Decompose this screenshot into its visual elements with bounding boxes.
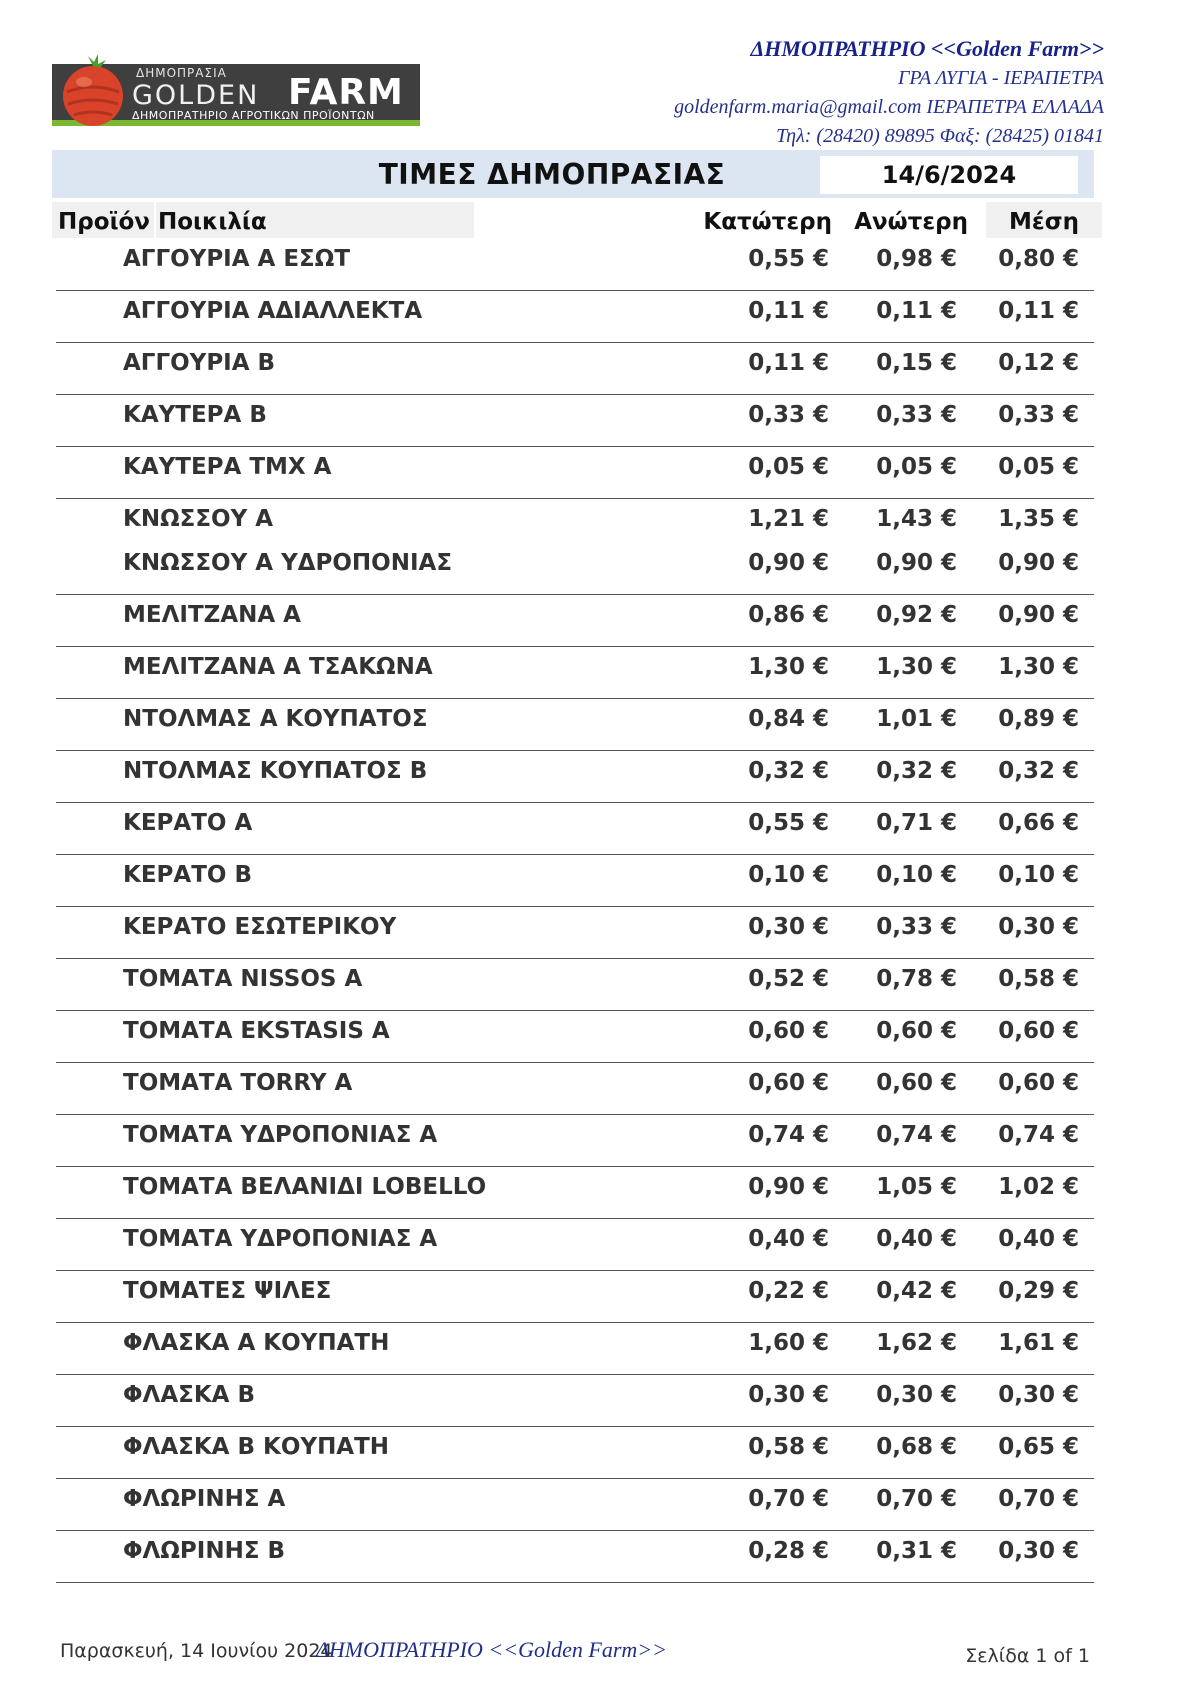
table-row <box>56 959 1094 1011</box>
price-avg: 0,40 € <box>998 1226 1079 1252</box>
product-name: ΤΟΜΑΤΑ ΥΔΡΟΠΟΝΙΑΣ Α <box>123 1226 438 1252</box>
page-number: Σελίδα 1 of 1 <box>965 1645 1090 1667</box>
table-row <box>56 447 1094 499</box>
table-row <box>56 1167 1094 1219</box>
product-name: ΤΟΜΑΤΑ ΒΕΛΑΝΙΔΙ LOBELLO <box>123 1174 487 1200</box>
product-name: ΦΛΩΡΙΝΗΣ Α <box>123 1486 286 1512</box>
price-avg: 0,58 € <box>998 966 1079 992</box>
price-max: 1,62 € <box>876 1330 957 1356</box>
price-max: 0,11 € <box>876 298 957 324</box>
price-avg: 1,02 € <box>998 1174 1079 1200</box>
price-min: 1,30 € <box>748 654 829 680</box>
product-name: ΚΑΥΤΕΡΑ Β <box>123 402 267 428</box>
table-row <box>56 1479 1094 1531</box>
price-avg: 0,12 € <box>998 350 1079 376</box>
page-title: ΤΙΜΕΣ ΔΗΜΟΠΡΑΣΙΑΣ <box>378 158 726 191</box>
price-max: 0,33 € <box>876 914 957 940</box>
price-min: 0,60 € <box>748 1018 829 1044</box>
table-row <box>56 1011 1094 1063</box>
footer-date: Παρασκευή, 14 Ιουνίου 2024 <box>60 1640 333 1662</box>
price-avg: 0,32 € <box>998 758 1079 784</box>
price-avg: 0,60 € <box>998 1018 1079 1044</box>
product-name: ΦΛΑΣΚΑ Β <box>123 1382 256 1408</box>
table-row <box>56 343 1094 395</box>
table-row <box>56 1271 1094 1323</box>
company-header <box>674 33 1104 151</box>
price-min: 0,30 € <box>748 914 829 940</box>
price-avg: 0,90 € <box>998 550 1079 576</box>
table-row <box>56 291 1094 343</box>
price-max: 0,10 € <box>876 862 957 888</box>
product-name: ΦΛΩΡΙΝΗΣ Β <box>123 1538 286 1564</box>
product-name: ΦΛΑΣΚΑ Α ΚΟΥΠΑΤΗ <box>123 1330 390 1356</box>
price-avg: 0,30 € <box>998 1382 1079 1408</box>
price-avg: 0,66 € <box>998 810 1079 836</box>
price-max: 0,90 € <box>876 550 957 576</box>
table-row <box>56 239 1094 291</box>
price-max: 1,05 € <box>876 1174 957 1200</box>
price-max: 1,01 € <box>876 706 957 732</box>
price-min: 0,52 € <box>748 966 829 992</box>
price-max: 0,70 € <box>876 1486 957 1512</box>
logo-subtitle: ΔΗΜΟΠΡΑΤΗΡΙΟ ΑΓΡΟΤΙΚΩΝ ΠΡΟΪΟΝΤΩΝ <box>132 109 375 122</box>
price-max: 0,05 € <box>876 454 957 480</box>
price-min: 0,55 € <box>748 810 829 836</box>
price-max: 1,30 € <box>876 654 957 680</box>
price-min: 0,11 € <box>748 350 829 376</box>
title-bar <box>52 150 1094 198</box>
price-avg: 0,33 € <box>998 402 1079 428</box>
product-name: ΑΓΓΟΥΡΙΑ Α ΕΣΩΤ <box>123 246 351 272</box>
company-name: ΔΗΜΟΠΡΑΤΗΡΙΟ <<Golden Farm>> <box>750 36 1104 61</box>
product-name: ΤΟΜΑΤΑ TORRY Α <box>123 1070 353 1096</box>
price-min: 0,60 € <box>748 1070 829 1096</box>
price-avg: 0,80 € <box>998 246 1079 272</box>
product-name: ΚΝΩΣΣΟΥ Α <box>123 506 274 532</box>
table-row <box>56 699 1094 751</box>
table-row <box>56 1375 1094 1427</box>
price-max: 0,98 € <box>876 246 957 272</box>
company-phone-line: Τηλ: (28420) 89895 Φαξ: (28425) 01841 <box>776 125 1104 147</box>
column-header-variety: Ποικιλία <box>156 202 474 238</box>
price-min: 0,30 € <box>748 1382 829 1408</box>
price-avg: 0,11 € <box>998 298 1079 324</box>
price-min: 0,55 € <box>748 246 829 272</box>
price-table <box>56 239 1094 1583</box>
price-avg: 0,65 € <box>998 1434 1079 1460</box>
price-min: 0,11 € <box>748 298 829 324</box>
price-avg: 0,89 € <box>998 706 1079 732</box>
product-name: ΤΟΜΑΤΕΣ ΨΙΛΕΣ <box>123 1278 332 1304</box>
price-avg: 1,35 € <box>998 506 1079 532</box>
price-avg: 1,61 € <box>998 1330 1079 1356</box>
price-avg: 0,29 € <box>998 1278 1079 1304</box>
price-max: 0,60 € <box>876 1018 957 1044</box>
price-min: 0,74 € <box>748 1122 829 1148</box>
price-avg: 0,10 € <box>998 862 1079 888</box>
price-max: 0,71 € <box>876 810 957 836</box>
logo-farm-text: FARM <box>288 72 404 113</box>
price-min: 0,22 € <box>748 1278 829 1304</box>
logo-golden-text: GOLDEN <box>132 80 260 111</box>
table-row <box>56 855 1094 907</box>
price-min: 0,40 € <box>748 1226 829 1252</box>
price-avg: 0,30 € <box>998 1538 1079 1564</box>
price-min: 0,84 € <box>748 706 829 732</box>
price-max: 0,42 € <box>876 1278 957 1304</box>
product-name: ΚΕΡΑΤΟ ΕΣΩΤΕΡΙΚΟΥ <box>123 914 397 940</box>
product-name: ΤΟΜΑΤΑ EKSTASIS Α <box>123 1018 390 1044</box>
product-name: ΤΟΜΑΤΑ ΥΔΡΟΠΟΝΙΑΣ Α <box>123 1122 438 1148</box>
table-row <box>56 803 1094 855</box>
table-row <box>56 1115 1094 1167</box>
auction-date: 14/6/2024 <box>820 156 1078 194</box>
table-row <box>56 1531 1094 1583</box>
price-min: 0,05 € <box>748 454 829 480</box>
price-max: 0,60 € <box>876 1070 957 1096</box>
price-avg: 0,60 € <box>998 1070 1079 1096</box>
price-max: 0,30 € <box>876 1382 957 1408</box>
price-max: 0,92 € <box>876 602 957 628</box>
price-max: 0,40 € <box>876 1226 957 1252</box>
table-row <box>56 499 1094 595</box>
price-min: 0,58 € <box>748 1434 829 1460</box>
product-name: ΚΕΡΑΤΟ Α <box>123 810 253 836</box>
column-header-max: Ανώτερη <box>850 202 972 238</box>
footer-company: ΔΗΜΟΠΡΑΤΗΡΙΟ <<Golden Farm>> <box>316 1637 667 1662</box>
price-min: 0,90 € <box>748 550 829 576</box>
price-max: 1,43 € <box>876 506 957 532</box>
logo-small-text: ΔΗΜΟΠΡΑΣΙΑ <box>136 66 227 80</box>
price-max: 0,15 € <box>876 350 957 376</box>
table-row <box>56 907 1094 959</box>
price-min: 0,90 € <box>748 1174 829 1200</box>
price-max: 0,68 € <box>876 1434 957 1460</box>
company-address: ΓΡΑ ΛΥΓΙΑ - ΙΕΡΑΠΕΤΡΑ <box>897 67 1104 89</box>
tomato-icon <box>58 52 128 128</box>
product-name: ΑΓΓΟΥΡΙΑ ΑΔΙΑΛΛΕΚΤΑ <box>123 298 423 324</box>
product-name: ΚΕΡΑΤΟ Β <box>123 862 252 888</box>
price-min: 0,86 € <box>748 602 829 628</box>
product-name: ΑΓΓΟΥΡΙΑ Β <box>123 350 276 376</box>
price-avg: 0,74 € <box>998 1122 1079 1148</box>
table-row <box>56 1219 1094 1271</box>
column-header-product: Προϊόν <box>52 202 154 238</box>
price-avg: 0,90 € <box>998 602 1079 628</box>
company-email-line: goldenfarm.maria@gmail.com ΙΕΡΑΠΕΤΡΑ ΕΛΛΑΔΑ <box>674 96 1104 118</box>
price-avg: 0,30 € <box>998 914 1079 940</box>
product-name: ΤΟΜΑΤΑ NISSOS Α <box>123 966 363 992</box>
product-name: ΝΤΟΛΜΑΣ Α ΚΟΥΠΑΤΟΣ <box>123 706 428 732</box>
product-name: ΚΝΩΣΣΟΥ Α ΥΔΡΟΠΟΝΙΑΣ <box>123 550 453 576</box>
product-name: ΜΕΛΙΤΖΑΝΑ Α <box>123 602 301 628</box>
price-min: 0,32 € <box>748 758 829 784</box>
table-row <box>56 595 1094 647</box>
price-max: 0,78 € <box>876 966 957 992</box>
price-min: 0,28 € <box>748 1538 829 1564</box>
table-row <box>56 751 1094 803</box>
price-min: 0,70 € <box>748 1486 829 1512</box>
column-header-min: Κατώτερη <box>690 202 838 238</box>
table-row <box>56 647 1094 699</box>
table-row <box>56 1427 1094 1479</box>
price-min: 0,10 € <box>748 862 829 888</box>
price-min: 1,60 € <box>748 1330 829 1356</box>
price-max: 0,74 € <box>876 1122 957 1148</box>
price-avg: 0,70 € <box>998 1486 1079 1512</box>
golden-farm-logo <box>52 52 420 126</box>
price-avg: 0,05 € <box>998 454 1079 480</box>
table-row <box>56 395 1094 447</box>
price-max: 0,33 € <box>876 402 957 428</box>
price-max: 0,31 € <box>876 1538 957 1564</box>
price-min: 1,21 € <box>748 506 829 532</box>
price-min: 0,33 € <box>748 402 829 428</box>
table-row <box>56 1063 1094 1115</box>
product-name: ΜΕΛΙΤΖΑΝΑ Α ΤΣΑΚΩΝΑ <box>123 654 433 680</box>
column-header-avg: Μέση <box>986 202 1102 238</box>
price-avg: 1,30 € <box>998 654 1079 680</box>
table-row <box>56 1323 1094 1375</box>
product-name: ΦΛΑΣΚΑ Β ΚΟΥΠΑΤΗ <box>123 1434 390 1460</box>
price-max: 0,32 € <box>876 758 957 784</box>
product-name: ΚΑΥΤΕΡΑ ΤΜΧ Α <box>123 454 332 480</box>
product-name: ΝΤΟΛΜΑΣ ΚΟΥΠΑΤΟΣ Β <box>123 758 428 784</box>
